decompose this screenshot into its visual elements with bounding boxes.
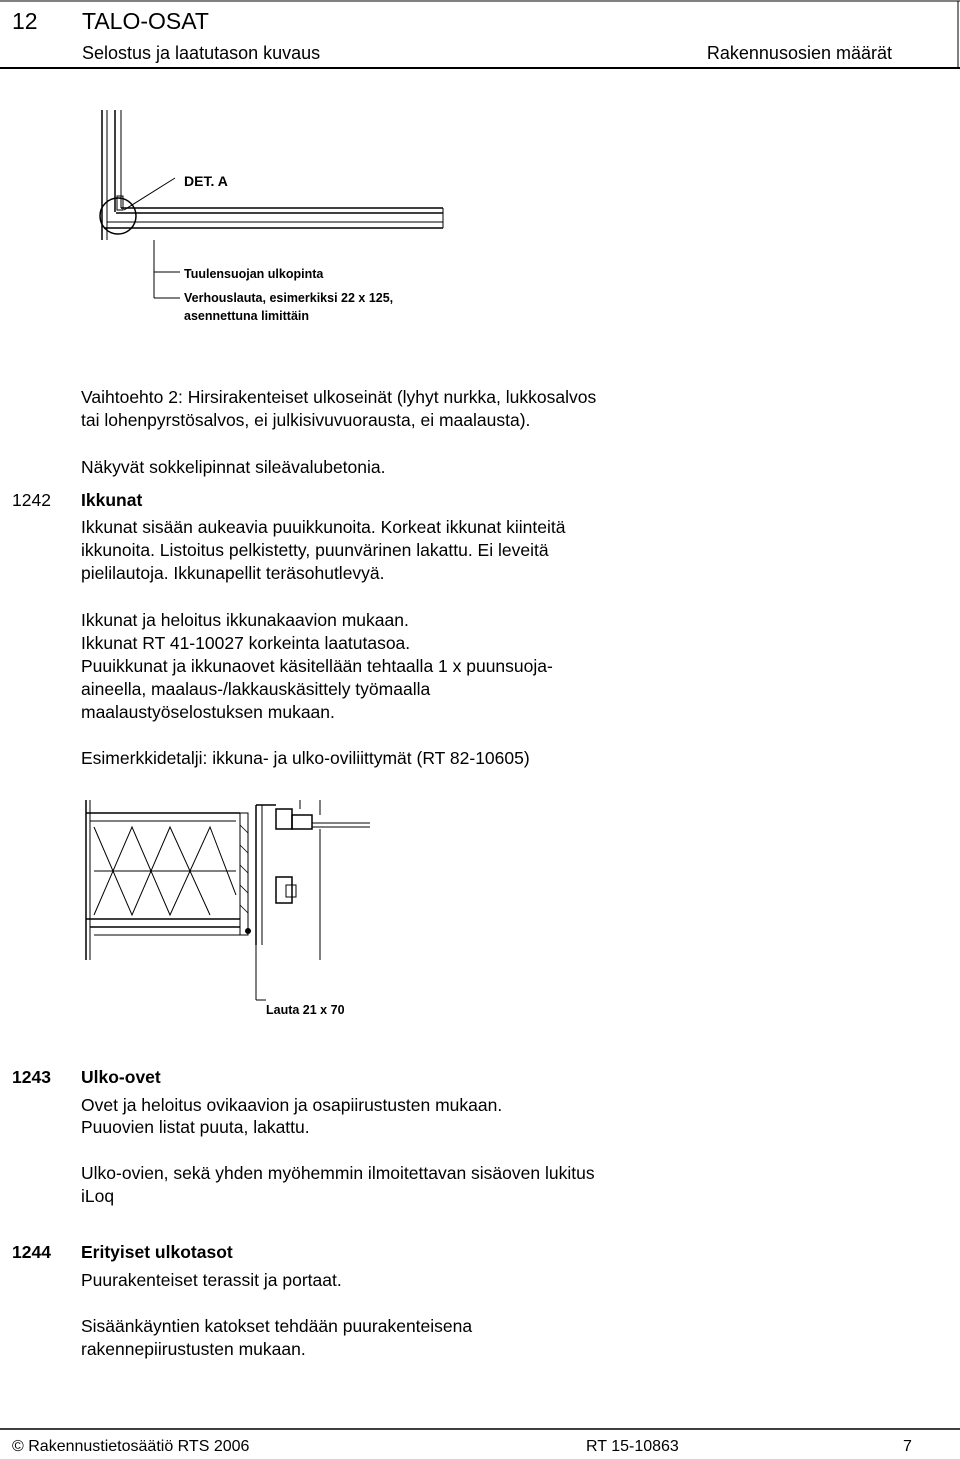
section-1242-line: Ikkunat RT 41-10027 korkeinta laatutasoa. <box>81 633 411 653</box>
section-1242-number: 1242 <box>12 490 51 510</box>
intro-line-3: Näkyvät sokkelipinnat sileävalubetonia. <box>81 457 386 477</box>
section-1244-line: Puurakenteiset terassit ja portaat. <box>81 1270 342 1290</box>
footer-copyright: © Rakennustietosäätiö RTS 2006 <box>12 1438 250 1455</box>
section-1242-line: Ikkunat ja heloitus ikkunakaavion mukaan. <box>81 610 409 630</box>
window-junction-drawing <box>80 795 370 1025</box>
section-1244-line: Sisäänkäyntien katokset tehdään puurakenteisena <box>81 1316 473 1336</box>
section-1243-line: iLoq <box>81 1186 115 1206</box>
corner-detail-drawing <box>80 100 480 340</box>
chapter-title: TALO-OSAT <box>82 8 209 34</box>
footer-rule <box>0 1428 960 1432</box>
section-1244-number: 1244 <box>12 1242 51 1262</box>
intro-line-2: tai lohenpyrstösalvos, ei julkisivuvuorausta, ei maalausta). <box>81 410 531 430</box>
section-1243-line: Ulko-ovien, sekä yhden myöhemmin ilmoitettavan sisäoven lukitus <box>81 1163 595 1183</box>
section-1243-line: Puuovien listat puuta, lakattu. <box>81 1117 310 1137</box>
section-1243-number: 1243 <box>12 1067 51 1087</box>
section-1242-line: ikkunoita. Listoitus pelkistetty, puunvärinen lakattu. Ei leveitä <box>81 540 549 560</box>
det-a-label: DET. A <box>184 173 228 189</box>
section-1242-line: Ikkunat sisään aukeavia puuikkunoita. Korkeat ikkunat kiinteitä <box>81 517 566 537</box>
section-1244-line: rakennepiirustusten mukaan. <box>81 1339 306 1359</box>
footer-doc-number: RT 15-10863 <box>586 1438 679 1455</box>
section-1243-title: Ulko-ovet <box>81 1067 161 1087</box>
figure2-label: Lauta 21 x 70 <box>266 1003 345 1017</box>
section-1243-line: Ovet ja heloitus ovikaavion ja osapiirustusten mukaan. <box>81 1095 503 1115</box>
page-number: 7 <box>903 1438 912 1455</box>
section-1244-title: Erityiset ulkotasot <box>81 1242 233 1262</box>
intro-line-1: Vaihtoehto 2: Hirsirakenteiset ulkoseinät (lyhyt nurkka, lukkosalvos <box>81 387 597 407</box>
section-1242-line: pielilautoja. Ikkunapellit teräsohutlevyä. <box>81 563 385 583</box>
example-detail-caption: Esimerkkidetalji: ikkuna- ja ulko-oviliittymät (RT 82-10605) <box>81 748 530 768</box>
section-1242-line: aineella, maalaus-/lakkauskäsittely työmaalla <box>81 679 431 699</box>
chapter-number: 12 <box>12 8 38 34</box>
figure1-label-1: Tuulensuojan ulkopinta <box>184 267 324 281</box>
section-1242-line: Puuikkunat ja ikkunaovet käsitellään tehtaalla 1 x puunsuoja- <box>81 656 553 676</box>
header-right-title: Rakennusosien määrät <box>706 43 892 63</box>
header-subtitle: Selostus ja laatutason kuvaus <box>82 43 321 63</box>
section-1242-line: maalaustyöselostuksen mukaan. <box>81 702 335 722</box>
section-1242-title: Ikkunat <box>81 490 143 510</box>
figure1-label-3: asennettuna limittäin <box>184 309 310 323</box>
figure1-label-2: Verhouslauta, esimerkiksi 22 x 125, <box>184 291 394 305</box>
